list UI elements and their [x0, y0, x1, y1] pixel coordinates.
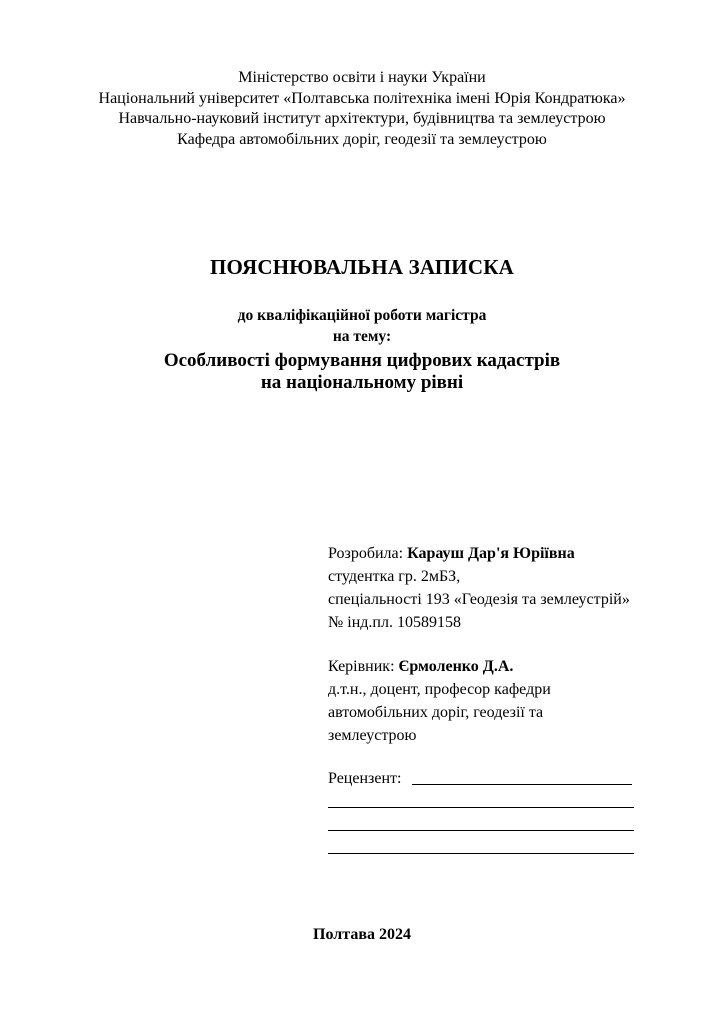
document-title: ПОЯСНЮВАЛЬНА ЗАПИСКА	[209, 255, 515, 279]
supervisor-block	[328, 655, 551, 747]
subtitle-topic-label: на тему:	[332, 328, 392, 345]
reviewer-extra-line	[328, 813, 638, 836]
reviewer-extra-line	[328, 790, 638, 813]
subtitle-work-type: до кваліфікаційної роботи магістра	[237, 307, 487, 324]
author-specialty: спеціальності 193 «Геодезія та землеустрій»	[328, 591, 630, 608]
university-line: Національний університет «Полтавська політехніка імені Юрія Кондратюка»	[98, 89, 626, 107]
topic-line-2: на національному рівні	[260, 372, 464, 393]
city-year: Полтава 2024	[313, 926, 411, 943]
author-line	[328, 542, 630, 565]
supervisor-label: Керівник:	[328, 658, 399, 675]
institution-header	[0, 68, 724, 150]
reviewer-extra-line	[328, 836, 638, 859]
supervisor-title-1: д.т.н., доцент, професор кафедри	[328, 681, 551, 698]
institute-line: Навчально-науковий інститут архітектури, будівництва та землеустрою	[118, 110, 606, 127]
supervisor-name: Єрмоленко Д.А.	[398, 658, 514, 675]
supervisor-line	[328, 655, 551, 678]
reviewer-label: Рецензент:	[328, 770, 402, 787]
department-line: Кафедра автомобільних доріг, геодезії та землеустрою	[177, 130, 547, 148]
blank-line	[328, 807, 634, 808]
author-block	[328, 542, 630, 634]
thesis-topic	[0, 350, 724, 394]
author-label: Розробила:	[328, 545, 408, 562]
blank-line	[328, 830, 634, 831]
author-group: студентка гр. 2мБЗ,	[328, 568, 461, 585]
supervisor-title-3: землеустрою	[328, 727, 417, 744]
document-subtitle	[0, 305, 724, 347]
reviewer-block	[328, 767, 638, 859]
topic-line-1: Особливості формування цифрових кадастрів	[163, 350, 561, 371]
blank-line	[328, 853, 634, 854]
reviewer-blank-line	[412, 784, 632, 785]
author-name: Карауш Дар'я Юріївна	[407, 545, 575, 562]
reviewer-line	[328, 767, 638, 790]
author-id: № інд.пл. 10589158	[328, 614, 461, 631]
ministry-line: Міністерство освіти і науки України	[238, 69, 486, 86]
supervisor-title-2: автомобільних доріг, геодезії та	[328, 704, 544, 721]
